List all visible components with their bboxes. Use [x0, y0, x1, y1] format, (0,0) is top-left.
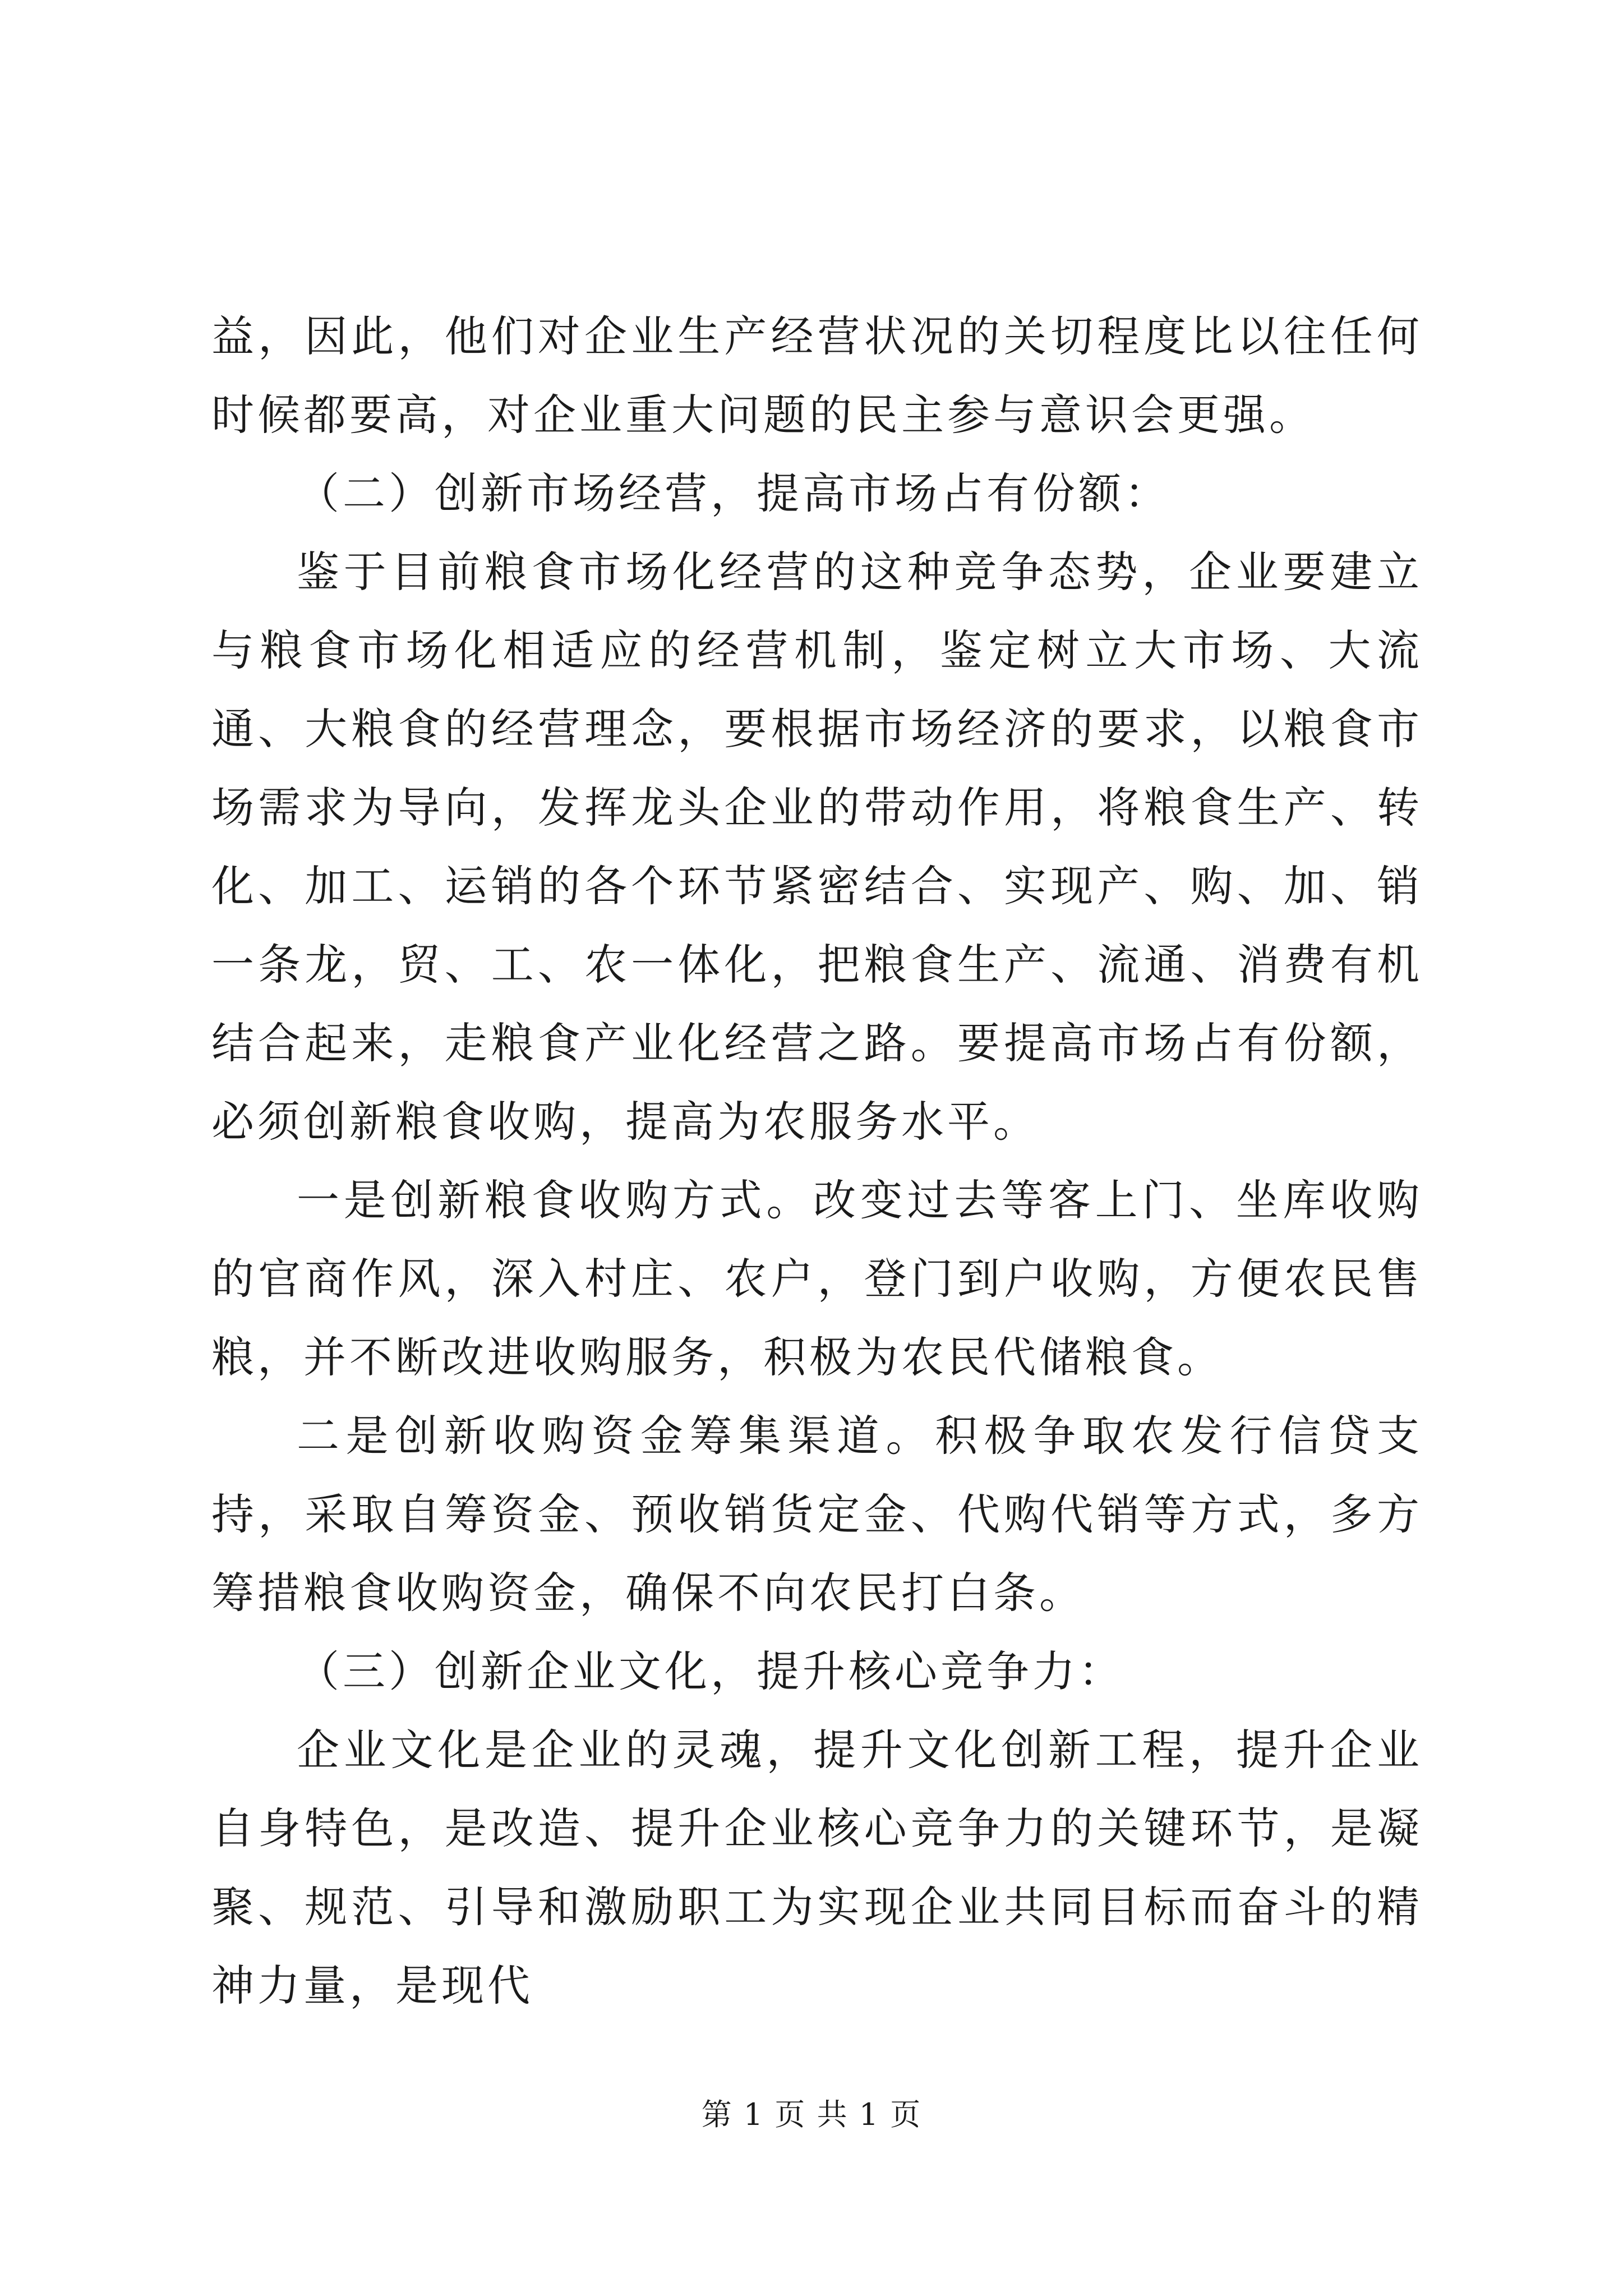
section-heading-2: （二）创新市场经营，提高市场占有份额：: [297, 468, 1170, 518]
document-body: [211, 297, 1423, 2025]
paragraph-continuation: 益，因此，他们对企业生产经营状况的关切程度比以往任何时候都要高，对企业重大问题的民主参与意识会更强。: [211, 311, 1423, 440]
paragraph-funding-channel: 二是创新收购资金筹集渠道。积极争取农发行信贷支持，采取自筹资金、预收销货定金、代购代销等方式，多方筹措粮食收购资金，确保不向农民打白条。: [211, 1411, 1423, 1618]
paragraph-corporate-culture: 企业文化是企业的灵魂，提升文化创新工程，提升企业自身特色，是改造、提升企业核心竞争力的关键环节，是凝聚、规范、引导和激励职工为实现企业共同目标而奋斗的精神力量，是现代: [211, 1725, 1423, 2010]
section-heading-3: （三）创新企业文化，提升核心竞争力：: [297, 1646, 1124, 1696]
paragraph-market-operation: 鉴于目前粮食市场化经营的这种竞争态势，企业要建立与粮食市场化相适应的经营机制，鉴定树立大市场、大流通、大粮食的经营理念，要根据市场经济的要求，以粮食市场需求为导向，发挥龙头企业的带动作用，将粮食生产、转化、加工、运销的各个环节紧密结合、实现产、购、加、销一条龙，贸、工、农一体化，把粮食生产、流通、消费有机结合起来，走粮食产业化经营之路。要提高市场占有份额，必须创新粮食收购，提高为农服务水平。: [211, 547, 1423, 1147]
page-footer: 第 1 页 共 1 页: [701, 2097, 922, 2132]
paragraph-purchase-method: 一是创新粮食收购方式。改变过去等客上门、坐库收购的官商作风，深入村庄、农户，登门到户收购，方便农民售粮，并不断改进收购服务，积极为农民代储粮食。: [211, 1175, 1423, 1382]
